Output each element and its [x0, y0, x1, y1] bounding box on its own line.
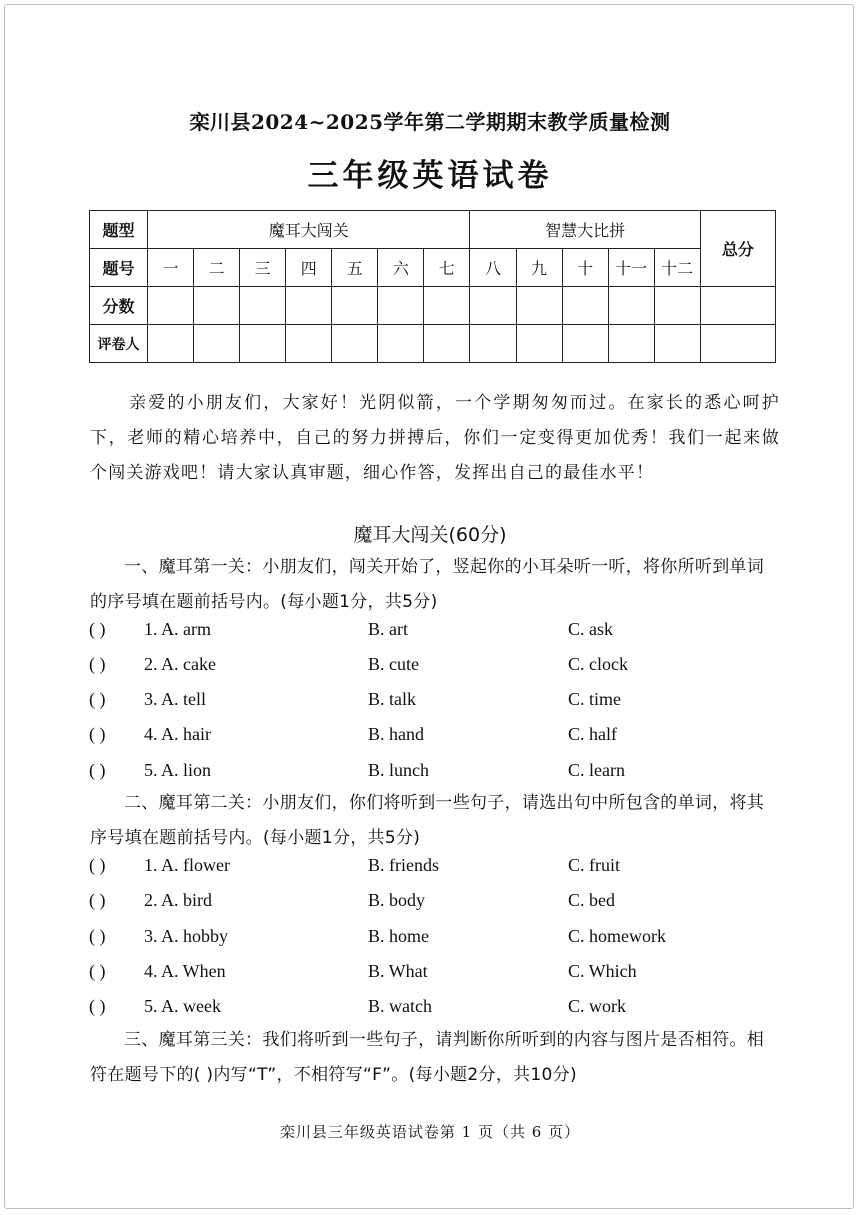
option-c: C. homework: [568, 926, 666, 946]
option-a: 3. A. hobby: [144, 926, 229, 946]
grader-cell[interactable]: [654, 325, 700, 363]
option-c: C. Which: [568, 961, 637, 981]
option-a: 4. A. When: [144, 961, 226, 981]
score-cell[interactable]: [240, 287, 286, 325]
answer-blank[interactable]: ( ): [89, 654, 106, 674]
option-b: B. lunch: [368, 760, 429, 780]
score-cell[interactable]: [194, 287, 240, 325]
option-c: C. ask: [568, 619, 613, 639]
option-c: C. time: [568, 689, 621, 709]
question-number: 十: [562, 249, 608, 287]
question-number: 六: [378, 249, 424, 287]
grader-cell[interactable]: [286, 325, 332, 363]
option-b: B. watch: [368, 996, 432, 1016]
score-cell[interactable]: [332, 287, 378, 325]
row-num-label: 题号: [90, 249, 148, 287]
question-number: 五: [332, 249, 378, 287]
question-number: 四: [286, 249, 332, 287]
option-a: 1. A. arm: [144, 619, 211, 639]
question-number: 十一: [608, 249, 654, 287]
answer-blank[interactable]: ( ): [89, 996, 106, 1016]
page-footer: 栾川县三年级英语试卷第 1 页（共 6 页）: [279, 1123, 581, 1141]
score-cell[interactable]: [286, 287, 332, 325]
answer-blank[interactable]: ( ): [89, 619, 106, 639]
answer-blank[interactable]: ( ): [89, 760, 106, 780]
grader-cell[interactable]: [378, 325, 424, 363]
row-grader-label: 评卷人: [90, 325, 148, 363]
option-b: B. hand: [368, 724, 424, 744]
option-b: B. home: [368, 926, 429, 946]
option-a: 2. A. cake: [144, 654, 216, 674]
question-number: 一: [148, 249, 194, 287]
answer-blank[interactable]: ( ): [89, 961, 106, 981]
option-b: B. What: [368, 961, 428, 981]
option-b: B. talk: [368, 689, 416, 709]
question-number: 十二: [654, 249, 700, 287]
grader-cell[interactable]: [148, 325, 194, 363]
score-cell[interactable]: [378, 287, 424, 325]
score-table: [89, 210, 776, 363]
grader-cell[interactable]: [194, 325, 240, 363]
answer-blank[interactable]: ( ): [89, 724, 106, 744]
option-c: C. bed: [568, 890, 615, 910]
score-cell[interactable]: [654, 287, 700, 325]
option-b: B. friends: [368, 855, 439, 875]
grader-cell[interactable]: [240, 325, 286, 363]
option-b: B. body: [368, 890, 426, 910]
score-cell[interactable]: [148, 287, 194, 325]
section-heading: 魔耳大闯关(60分): [353, 524, 507, 546]
row-type-label: 题型: [90, 211, 148, 249]
question-number: 二: [194, 249, 240, 287]
row-score-label: 分数: [90, 287, 148, 325]
part1-instruction: 一、魔耳第一关：小朋友们，闯关开始了，竖起你的小耳朵听一听，将你所听到单词的序号填在题前括号内。(每小题1分，共5分): [90, 557, 765, 612]
grader-cell[interactable]: [470, 325, 516, 363]
option-a: 1. A. flower: [144, 855, 230, 875]
part1-name: 魔耳大闯关: [148, 211, 470, 249]
option-a: 3. A. tell: [144, 689, 206, 709]
option-c: C. half: [568, 724, 617, 744]
question-number: 三: [240, 249, 286, 287]
main-title: 三年级英语试卷: [307, 158, 553, 194]
intro-paragraph: 亲爱的小朋友们，大家好！光阴似箭，一个学期匆匆而过。在家长的悉心呵护下，老师的精心培养中，自己的努力拼搏后，你们一定变得更加优秀！我们一起来做个闯关游戏吧！请大家认真审题，细心作答，发挥出自己的最佳水平！: [90, 393, 780, 483]
part2-instruction: 二、魔耳第二关：小朋友们，你们将听到一些句子，请选出句中所包含的单词，将其序号填在题前括号内。(每小题1分，共5分): [90, 793, 765, 848]
part3-instruction: 三、魔耳第三关：我们将听到一些句子，请判断你所听到的内容与图片是否相符。相符在题号下的( )内写“T”，不相符写“F”。(每小题2分，共10分): [90, 1030, 765, 1085]
grader-cell[interactable]: [424, 325, 470, 363]
answer-blank[interactable]: ( ): [89, 855, 106, 875]
score-cell[interactable]: [470, 287, 516, 325]
answer-blank[interactable]: ( ): [89, 890, 106, 910]
option-a: 5. A. lion: [144, 760, 212, 780]
grader-cell[interactable]: [332, 325, 378, 363]
question-number: 九: [516, 249, 562, 287]
grader-cell[interactable]: [516, 325, 562, 363]
score-cell[interactable]: [608, 287, 654, 325]
option-b: B. cute: [368, 654, 419, 674]
exam-title: 栾川县2024~2025学年第二学期期末教学质量检测: [189, 110, 671, 134]
option-c: C. clock: [568, 654, 628, 674]
question-number: 八: [470, 249, 516, 287]
option-a: 4. A. hair: [144, 724, 211, 744]
grader-cell[interactable]: [562, 325, 608, 363]
answer-blank[interactable]: ( ): [89, 926, 106, 946]
question-number: 七: [424, 249, 470, 287]
total-label: 总分: [700, 211, 775, 287]
option-c: C. learn: [568, 760, 625, 780]
option-c: C. fruit: [568, 855, 620, 875]
score-cell[interactable]: [562, 287, 608, 325]
option-c: C. work: [568, 996, 626, 1016]
answer-blank[interactable]: ( ): [89, 689, 106, 709]
option-a: 5. A. week: [144, 996, 221, 1016]
score-cell[interactable]: [424, 287, 470, 325]
grader-cell[interactable]: [608, 325, 654, 363]
score-cell[interactable]: [516, 287, 562, 325]
total-grader-cell[interactable]: [700, 325, 775, 363]
option-a: 2. A. bird: [144, 890, 213, 910]
part2-name: 智慧大比拼: [470, 211, 700, 249]
total-score-cell[interactable]: [700, 287, 775, 325]
option-b: B. art: [368, 619, 408, 639]
